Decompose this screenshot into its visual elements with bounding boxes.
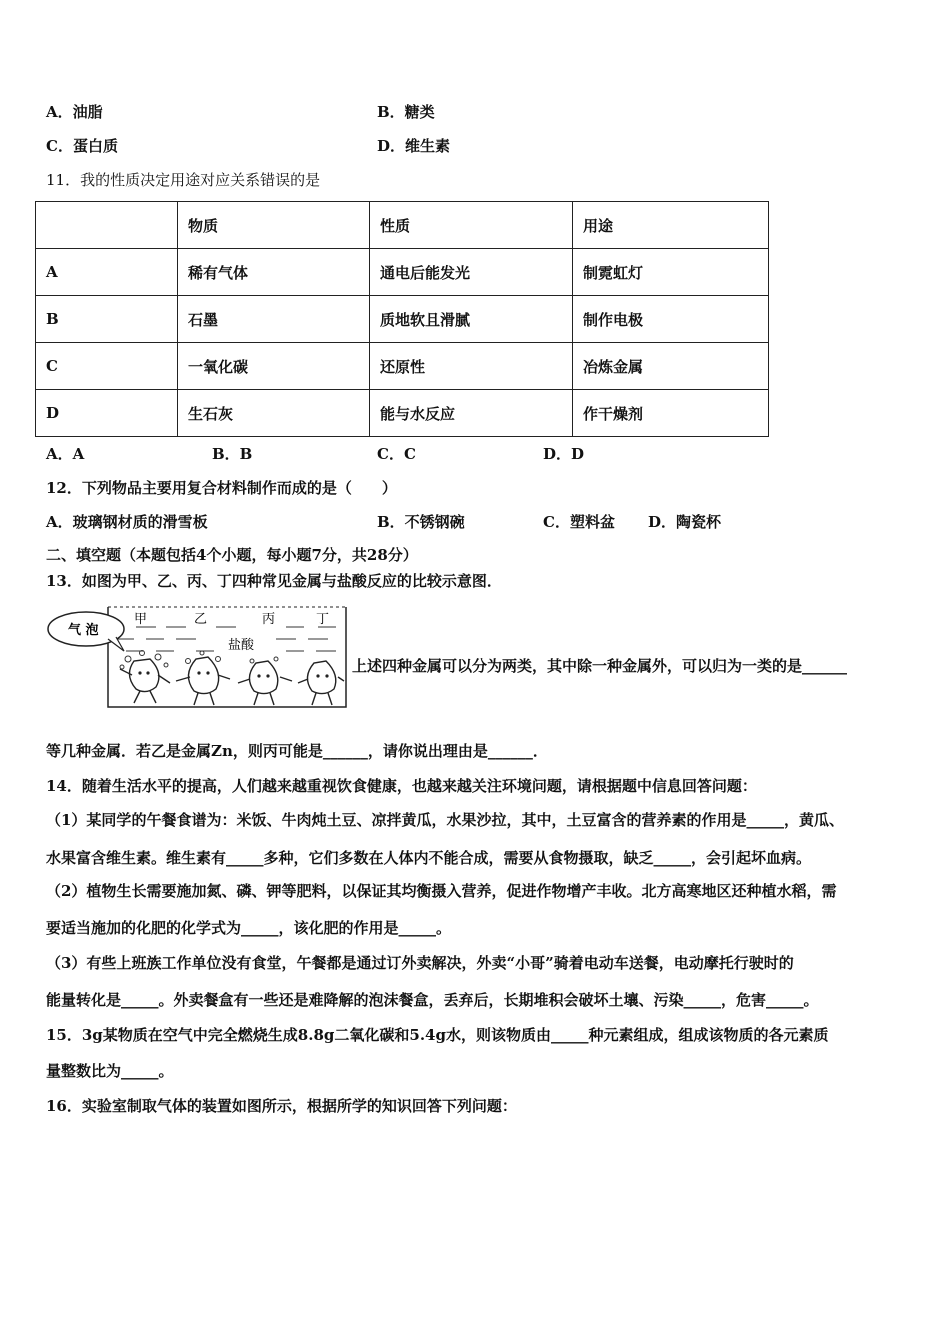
metal-figure-1	[129, 659, 158, 692]
q11-option-a: A．A	[46, 445, 85, 463]
table-cell: B	[36, 296, 178, 343]
q12-stem: 12．下列物品主要用复合材料制作而成的是（ ）	[46, 479, 397, 497]
q14-p1-line1: （1）某同学的午餐食谱为：米饭、牛肉炖土豆、凉拌黄瓜，水果沙拉，其中，土豆富含的营养素的作用是_____，黄瓜、	[46, 811, 844, 829]
q14-p2-line1: （2）植物生长需要施加氮、磷、钾等肥料，以保证其均衡摄入营养，促进作物增产丰收。北方高寒地区还种植水稻，需	[46, 882, 837, 900]
q11-table	[35, 201, 769, 437]
table-row	[36, 249, 769, 296]
table-cell: 稀有气体	[178, 249, 370, 296]
metal-figure-2	[188, 657, 218, 694]
section-heading: 二、填空题（本题包括4个小题，每小题7分，共28分）	[46, 546, 418, 564]
q11-option-c: C．C	[377, 445, 416, 463]
table-cell: 作干燥剂	[573, 390, 769, 437]
q14-p3-line1: （3）有些上班族工作单位没有食堂，午餐都是通过订外卖解决，外卖“小哥”骑着电动车送餐，电动摩托行驶时的	[46, 954, 794, 972]
table-cell: 能与水反应	[370, 390, 573, 437]
table-row	[36, 343, 769, 390]
q15-line1: 15．3g某物质在空气中完全燃烧生成8.8g二氧化碳和5.4g水，则该物质由_____种元素组成，组成该物质的各元素质	[46, 1026, 829, 1044]
q13-line2: 等几种金属．若乙是金属Zn，则丙可能是______，请你说出理由是______．	[46, 742, 548, 760]
q14-p1-line2: 水果富含维生素。维生素有_____多种，它们多数在人体内不能合成，需要从食物摄取，缺乏_____，会引起坏血病。	[46, 849, 812, 867]
q12-option-b: B．不锈钢碗	[377, 513, 465, 531]
q10-option-c: C．蛋白质	[46, 137, 118, 155]
table-cell: 性质	[370, 202, 573, 249]
q13-figure	[46, 603, 348, 709]
table-cell: C	[36, 343, 178, 390]
q16-stem: 16．实验室制取气体的装置如图所示，根据所学的知识回答下列问题：	[46, 1097, 517, 1115]
q11-option-d: D．D	[543, 445, 585, 463]
metal-label-3: 丙	[262, 612, 276, 627]
metal-label-2: 乙	[194, 612, 208, 627]
metal-figure-3	[249, 661, 277, 694]
table-cell: 生石灰	[178, 390, 370, 437]
table-cell: D	[36, 390, 178, 437]
q11-stem: 11．我的性质决定用途对应关系错误的是	[46, 171, 321, 189]
q12-option-c: C．塑料盆	[543, 513, 615, 531]
table-cell: 制霓虹灯	[573, 249, 769, 296]
q10-option-b: B．糖类	[377, 103, 435, 121]
q13-stem: 13．如图为甲、乙、丙、丁四种常见金属与盐酸反应的比较示意图．	[46, 572, 502, 590]
table-cell: 制作电极	[573, 296, 769, 343]
q12-option-a: A．玻璃钢材质的滑雪板	[46, 513, 208, 531]
table-header-row	[36, 202, 769, 249]
q14-stem: 14．随着生活水平的提高，人们越来越重视饮食健康，也越来越关注环境问题，请根据题中信息回答问题：	[46, 777, 757, 795]
q15-line2: 量整数比为_____。	[46, 1062, 174, 1080]
table-cell: 通电后能发光	[370, 249, 573, 296]
q12-option-d: D．陶瓷杯	[648, 513, 722, 531]
q10-option-d: D．维生素	[377, 137, 451, 155]
acid-label: 盐酸	[228, 638, 255, 653]
metal-label-4: 丁	[316, 612, 330, 627]
table-cell: 冶炼金属	[573, 343, 769, 390]
table-cell	[36, 202, 178, 249]
table-row	[36, 390, 769, 437]
q10-option-a: A．油脂	[46, 103, 103, 121]
table-cell: 石墨	[178, 296, 370, 343]
q14-p3-line2: 能量转化是_____。外卖餐盒有一些还是难降解的泡沫餐盒，丢弃后，长期堆积会破坏土壤、污染_____，危害_____。	[46, 991, 819, 1009]
q13-line1: 上述四种金属可以分为两类，其中除一种金属外，可以归为一类的是______	[352, 657, 848, 675]
table-cell: 还原性	[370, 343, 573, 390]
table-cell: 质地软且滑腻	[370, 296, 573, 343]
table-row	[36, 296, 769, 343]
metal-figure-4	[307, 661, 335, 694]
q14-p2-line2: 要适当施加的化肥的化学式为_____，该化肥的作用是_____。	[46, 919, 452, 937]
bubble-label: 气 泡	[68, 623, 99, 638]
q11-option-b: B．B	[212, 445, 253, 463]
table-cell: A	[36, 249, 178, 296]
table-cell: 用途	[573, 202, 769, 249]
table-cell: 一氧化碳	[178, 343, 370, 390]
metal-label-1: 甲	[134, 612, 148, 627]
table-cell: 物质	[178, 202, 370, 249]
